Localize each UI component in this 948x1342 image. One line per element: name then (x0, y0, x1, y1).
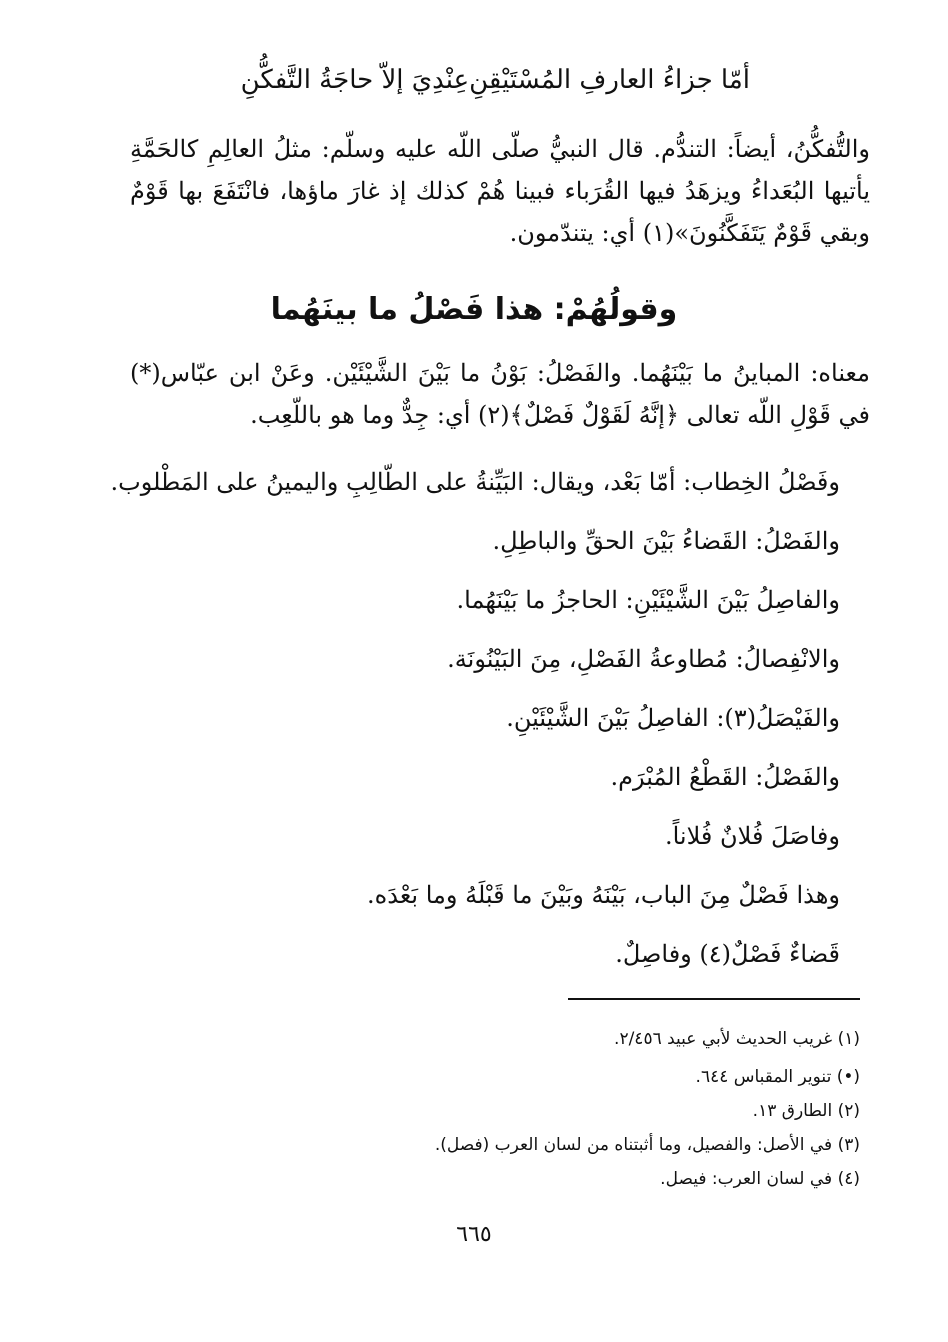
footnote: (١) غريب الحديث لأبي عبيد ٢/٤٥٦. (614, 1029, 860, 1049)
footnote-divider (568, 998, 860, 1000)
footnote: (•) تنوير المقباس ٦٤٤. (695, 1067, 860, 1087)
footnote: (٣) في الأصل: والفصيل، وما أثبتناه من لسان العرب (فصل). (434, 1135, 860, 1155)
verse-second-hemistich: عِنْدِيَ إلاّ حاجَةُ التَّفكُّنِ (240, 65, 470, 95)
footnote: (٤) في لسان العرب: فيصل. (660, 1169, 860, 1189)
entry-line: والانْفِصالُ: مُطاوعةُ الفَصْلِ، مِنَ البَيْنُونَة. (447, 645, 840, 673)
entry-line: وفَصْلُ الخِطاب: أمّا بَعْد، ويقال: البَيِّنةُ على الطّالِبِ واليمينُ على المَطْلوب. (110, 468, 840, 496)
entry-line: والفاصِلُ بَيْنَ الشَّيْئَيْنِ: الحاجزُ ما بَيْنَهُما. (456, 586, 840, 614)
entry-line: وفاصَلَ فُلانٌ فُلاناً. (664, 822, 840, 850)
definition-paragraph: معناه: المباينُ ما بَيْنَهُما. والفَصْلُ: بَوْنُ ما بَيْنَ الشَّيْئَيْن. وعَنْ ابن عبّاس(*) في قَوْلِ اللّه تعالى ﴿إنَّهُ لَقَوْلٌ فَصْلٌ﴾(٢) أي: جِدٌّ وما هو باللّعِب. (130, 359, 870, 429)
entry-line: والفَصْلُ: القَضاءُ بَيْنَ الحقِّ والباطِلِ. (492, 527, 840, 555)
poetry-verse (240, 60, 750, 100)
entry-line: والفَيْصَلُ(٣): الفاصِلُ بَيْنَ الشَّيْئَيْنِ. (506, 704, 840, 732)
entry-line: والفَصْلُ: القَطْعُ المُبْرَم. (610, 763, 840, 791)
footnote: (٢) الطارق ١٣. (752, 1101, 860, 1121)
entry-line: قَضاءٌ فَصْلٌ(٤) وفاصِلٌ. (615, 940, 840, 968)
intro-paragraph: والتُّفكُّنُ، أيضاً: التندُّم. قال النبيُّ صلّى اللّه عليه وسلّم: مثلُ العالِمِ كالحَمَّةِ يأتيها البُعَداءُ ويزهَدُ فيها القُرَباء فبينا هُمْ كذلك إذ غارَ ماؤها، فانْتَفَعَ بها قَوْمٌ وبقي قَوْمٌ يَتَفَكَّنُونَ»(١) أي: يتندّمون. (130, 135, 871, 247)
verse-first-hemistich: أمّا جزاءُ العارفِ المُسْتَيْقِنِ (469, 65, 750, 95)
section-heading: وقولُهُمْ: هذا فَصْلُ ما بينَهُما (270, 292, 678, 327)
page-number: ٦٦٥ (456, 1222, 492, 1247)
entry-line: وهذا فَصْلٌ مِنَ الباب، بَيْنَهُ وبَيْنَ ما قَبْلَهُ وما بَعْدَه. (367, 881, 840, 909)
